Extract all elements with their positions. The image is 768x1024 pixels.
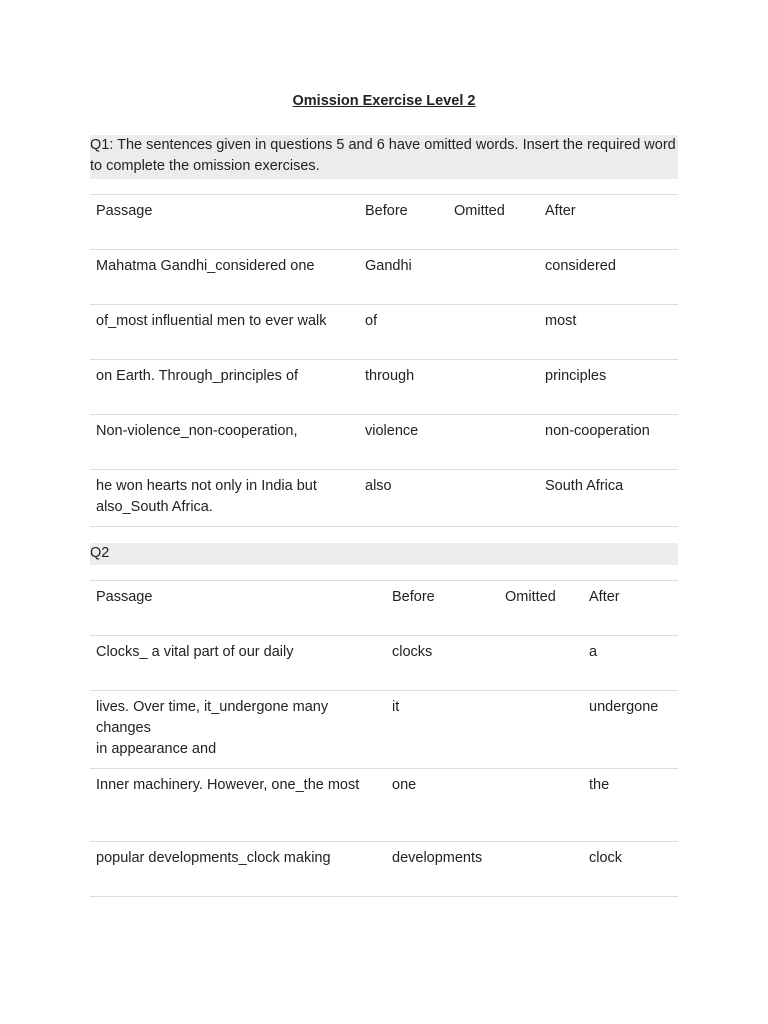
- omitted-cell[interactable]: [448, 250, 539, 305]
- omitted-cell[interactable]: [448, 305, 539, 360]
- question-1-table: [90, 194, 678, 527]
- question-2-table: [90, 580, 678, 897]
- header-after: After: [539, 195, 678, 250]
- before-cell: through: [359, 360, 448, 415]
- page-title: Omission Exercise Level 2: [292, 93, 476, 109]
- omitted-cell[interactable]: [499, 769, 583, 842]
- question-2-prompt: Q2: [90, 543, 678, 565]
- table-row: [90, 470, 678, 527]
- passage-cell: on Earth. Through_principles of: [90, 360, 359, 415]
- after-cell: principles: [539, 360, 678, 415]
- table-row: [90, 415, 678, 470]
- header-omitted: Omitted: [448, 195, 539, 250]
- header-after: After: [583, 581, 678, 636]
- omitted-cell[interactable]: [499, 636, 583, 691]
- passage-cell: Mahatma Gandhi_considered one: [90, 250, 359, 305]
- passage-cell: Non-violence_non-cooperation,: [90, 415, 359, 470]
- header-passage: Passage: [90, 581, 386, 636]
- after-cell: a: [583, 636, 678, 691]
- passage-cell: he won hearts not only in India but also_South Africa.: [90, 470, 359, 527]
- after-cell: the: [583, 769, 678, 842]
- passage-cell: lives. Over time, it_undergone many changes in appearance and: [90, 691, 386, 769]
- table-row: [90, 250, 678, 305]
- before-cell: violence: [359, 415, 448, 470]
- table-row: [90, 305, 678, 360]
- passage-cell: Inner machinery. However, one_the most: [90, 769, 386, 842]
- before-cell: it: [386, 691, 499, 769]
- question-1-prompt: Q1: The sentences given in questions 5 and 6 have omitted words. Insert the required word to complete the omission exercises.: [90, 135, 678, 179]
- after-cell: clock: [583, 842, 678, 897]
- after-cell: most: [539, 305, 678, 360]
- passage-cell: popular developments_clock making: [90, 842, 386, 897]
- omitted-cell[interactable]: [499, 842, 583, 897]
- table-row: [90, 691, 678, 769]
- after-cell: undergone: [583, 691, 678, 769]
- passage-cell: of_most influential men to ever walk: [90, 305, 359, 360]
- before-cell: clocks: [386, 636, 499, 691]
- before-cell: of: [359, 305, 448, 360]
- table-row: [90, 636, 678, 691]
- omitted-cell[interactable]: [448, 415, 539, 470]
- passage-cell: Clocks_ a vital part of our daily: [90, 636, 386, 691]
- table-row: [90, 842, 678, 897]
- after-cell: South Africa: [539, 470, 678, 527]
- header-before: Before: [386, 581, 499, 636]
- header-omitted: Omitted: [499, 581, 583, 636]
- table-header-row: [90, 195, 678, 250]
- omitted-cell[interactable]: [448, 360, 539, 415]
- table-header-row: [90, 581, 678, 636]
- table-row: [90, 769, 678, 842]
- table-row: [90, 360, 678, 415]
- header-before: Before: [359, 195, 448, 250]
- before-cell: Gandhi: [359, 250, 448, 305]
- before-cell: one: [386, 769, 499, 842]
- omitted-cell[interactable]: [448, 470, 539, 527]
- header-passage: Passage: [90, 195, 359, 250]
- before-cell: developments: [386, 842, 499, 897]
- after-cell: non-cooperation: [539, 415, 678, 470]
- before-cell: also: [359, 470, 448, 527]
- omitted-cell[interactable]: [499, 691, 583, 769]
- after-cell: considered: [539, 250, 678, 305]
